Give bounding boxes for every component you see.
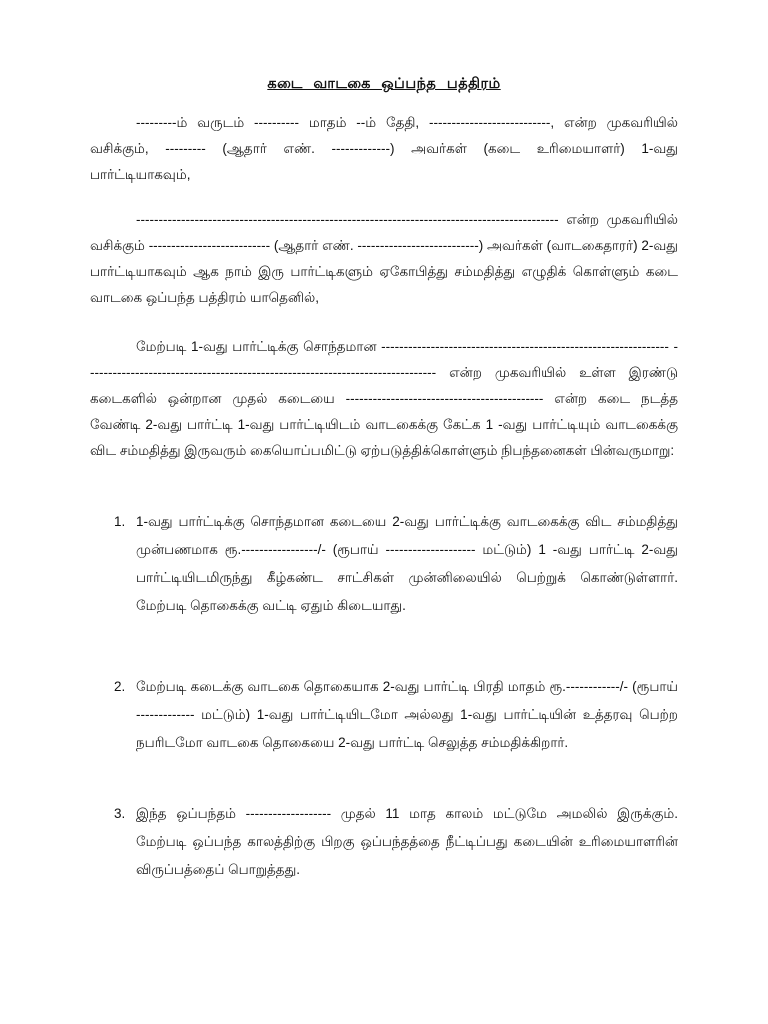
intro-paragraph-first-party: ---------ம் வருடம் ---------- மாதம் --ம் தேதி, ---------------------------, என்ற முகவரியில் வசிக்கும், --------- (ஆதார் எண். -------------) அவர்கள் (கடை உரிமையாளர்) 1-வது பார்ட்டியாகவும், (90, 115, 678, 182)
clause-number: 2. (114, 679, 126, 694)
intro-paragraph-terms: மேற்படி 1-வது பார்ட்டிக்கு சொந்தமான ---------------------------------------------------------------- ------------------------------------------------------------------------------ என்ற முகவரியில் உள்ள இரண்டு கடைகளில் ஒன்றான முதல் கடையை -------------------------------------------- என்ற கடை நடத்த வேண்டி 2-வது பார்ட்டி 1-வது பார்ட்டியிடம் வாடகைக்கு கேட்க 1 -வது பார்ட்டியும் வாடகைக்கு விட சம்மதித்து இருவரும் கையொப்பமிட்டு ஏற்படுத்திக்கொள்ளும் நிபந்தனைகள் பின்வருமாறு: (90, 339, 678, 458)
document-title: கடை வாடகை ஒப்பந்த பத்திரம் (267, 76, 501, 92)
clause-number: 3. (114, 806, 126, 821)
intro-paragraph-second-party: ---------------------------------------------------------------------------------------------- என்ற முகவரியில் வசிக்கும் --------------------------- (ஆதார் எண். ---------------------------) அவர்கள் (வாடகைதாரர்) 2-வது பார்ட்டியாகவும் ஆக நாம் இரு பார்ட்டிகளும் ஏகோபித்து சம்மதித்து எழுதிக் கொள்ளும் கடை வாடகை ஒப்பந்த பத்திரம் யாதெனில், (90, 212, 678, 305)
clause-text: 1-வது பார்ட்டிக்கு சொந்தமான கடையை 2-வது பார்ட்டிக்கு வாடகைக்கு விட சம்மதித்து முன்பணமாக ரூ.-----------------/- (ரூபாய் -------------------- மட்டும்) 1 -வது பார்ட்டி 2-வது பார்ட்டியிடமிருந்து கீழ்கண்ட சாட்சிகள் முன்னிலையில் பெற்றுக் கொண்டுள்ளார். மேற்படி தொகைக்கு வட்டி ஏதும் கிடையாது. (136, 514, 678, 613)
clause-text: மேற்படி கடைக்கு வாடகை தொகையாக 2-வது பார்ட்டி பிரதி மாதம் ரூ.------------/- (ரூபாய் ------------- மட்டும்) 1-வது பார்ட்டியிடமோ அல்லது 1-வது பார்ட்டியின் உத்தரவு பெற்ற நபரிடமோ வாடகை தொகையை 2-வது பார்ட்டி செலுத்த சம்மதிக்கிறார். (136, 679, 678, 750)
clause-number: 1. (114, 514, 126, 529)
clause-text: இந்த ஒப்பந்தம் ------------------- முதல் 11 மாத காலம் மட்டுமே அமலில் இருக்கும். மேற்படி ஒப்பந்த காலத்திற்கு பிறகு ஒப்பந்தத்தை நீட்டிப்பது கடையின் உரிமையாளரின் விருப்பத்தைப் பொறுத்தது. (136, 806, 678, 877)
